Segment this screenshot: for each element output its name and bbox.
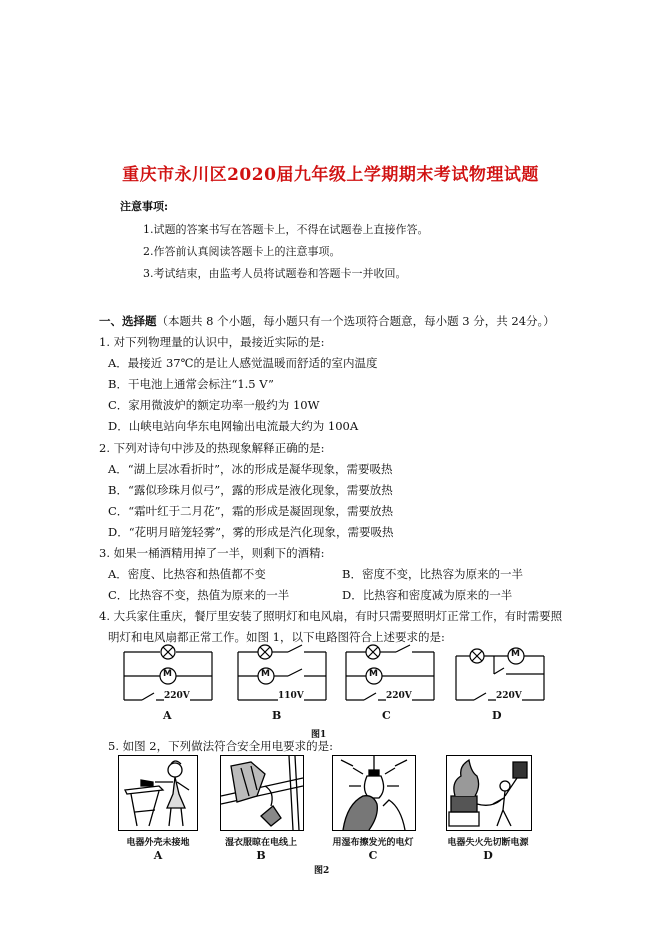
notes-item: 3.考试结束，由监考人员将试题卷和答题卡一并收回。 [143, 267, 407, 280]
circuit-diagram-d [450, 644, 550, 712]
question-stem: 2. 下列对诗句中涉及的热现象解释正确的是: [99, 441, 325, 455]
question-option: A．“湖上层冰看折时”，冰的形成是凝华现象，需要吸热 [108, 462, 393, 476]
page-title: 重庆市永川区2020届九年级上学期期末考试物理试题 [122, 165, 539, 185]
section-heading [99, 313, 555, 329]
question-option: C．比热容不变，热值为原来的一半 [108, 588, 290, 602]
option-label: B [256, 849, 266, 862]
option-label: A [153, 849, 163, 862]
picture-caption: 电器外壳未接地 [126, 838, 190, 848]
notes-heading: 注意事项: [120, 200, 169, 213]
picture-a [118, 755, 198, 831]
question-option: D．比热容和密度减为原来的一半 [342, 588, 513, 602]
voltage-label: 220V [496, 691, 522, 701]
motor-symbol: M [261, 669, 270, 679]
question-option: B．“露似珍珠月似弓”，露的形成是液化现象，需要放热 [108, 483, 393, 497]
question-stem-cont: 明灯和电风扇都正常工作。如图 1，以下电路图符合上述要求的是: [108, 630, 445, 644]
cut-power-on-fire-icon [447, 756, 531, 830]
question-option: C．家用微波炉的额定功率一般约为 10W [108, 398, 320, 412]
motor-symbol: M [511, 649, 520, 659]
question-stem: 3. 如果一桶酒精用掉了一半，则剩下的酒精: [99, 546, 325, 560]
question-option: D．“花明月暗笼轻雾”，雾的形成是汽化现象，需要吸热 [108, 525, 394, 539]
section-desc: （本题共 8 个小题，每小题只有一个选项符合题意，每小题 3 分，共 24分。） [156, 314, 555, 328]
question-stem: 5. 如图 2，下列做法符合安全用电要求的是: [108, 739, 333, 753]
section-label: 一、选择题 [99, 314, 157, 328]
picture-caption: 湿衣服晾在电线上 [224, 838, 297, 848]
option-label: C [382, 709, 391, 722]
question-option: A．密度、比热容和热值都不变 [108, 567, 266, 581]
voltage-label: 110V [278, 691, 304, 701]
wiping-lamp-icon [333, 756, 415, 830]
picture-caption: 用湿布擦发光的电灯 [332, 838, 414, 848]
question-option: C．“霜叶红于二月花”，霜的形成是凝固现象，需要放热 [108, 504, 394, 518]
voltage-label: 220V [386, 691, 412, 701]
circuit-diagram-c [340, 644, 440, 712]
motor-symbol: M [369, 669, 378, 679]
question-option: B．干电池上通常会标注“1.5 V” [108, 377, 274, 391]
voltage-label: 220V [164, 691, 190, 701]
wet-clothes-on-wire-icon [221, 756, 303, 830]
picture-d [446, 755, 532, 831]
notes-item: 2.作答前认真阅读答题卡上的注意事项。 [143, 245, 341, 258]
question-option: A．最接近 37℃的是让人感觉温暖而舒适的室内温度 [108, 356, 378, 370]
ironing-person-icon [119, 756, 197, 830]
option-label: D [492, 709, 502, 722]
picture-caption: 电器失火先切断电源 [447, 838, 529, 848]
option-label: D [483, 849, 493, 862]
circuit-diagram-b [232, 644, 332, 712]
figure-caption: 图1 [311, 730, 327, 740]
question-option: B．密度不变，比热容为原来的一半 [342, 567, 523, 581]
figure-caption: 图2 [314, 866, 330, 876]
question-stem: 4. 大兵家住重庆，餐厅里安装了照明灯和电风扇，有时只需要照明灯正常工作，有时需要照 [99, 609, 563, 623]
motor-symbol: M [163, 669, 172, 679]
picture-c [332, 755, 416, 831]
question-option: D．山峡电站向华东电网输出电流最大约为 100A [108, 419, 359, 433]
option-label: B [272, 709, 282, 722]
notes-item: 1.试题的答案书写在答题卡上，不得在试题卷上直接作答。 [143, 223, 429, 236]
picture-b [220, 755, 304, 831]
question-stem: 1. 对下列物理量的认识中，最接近实际的是: [99, 335, 325, 349]
option-label: A [163, 709, 172, 722]
option-label: C [368, 849, 378, 862]
